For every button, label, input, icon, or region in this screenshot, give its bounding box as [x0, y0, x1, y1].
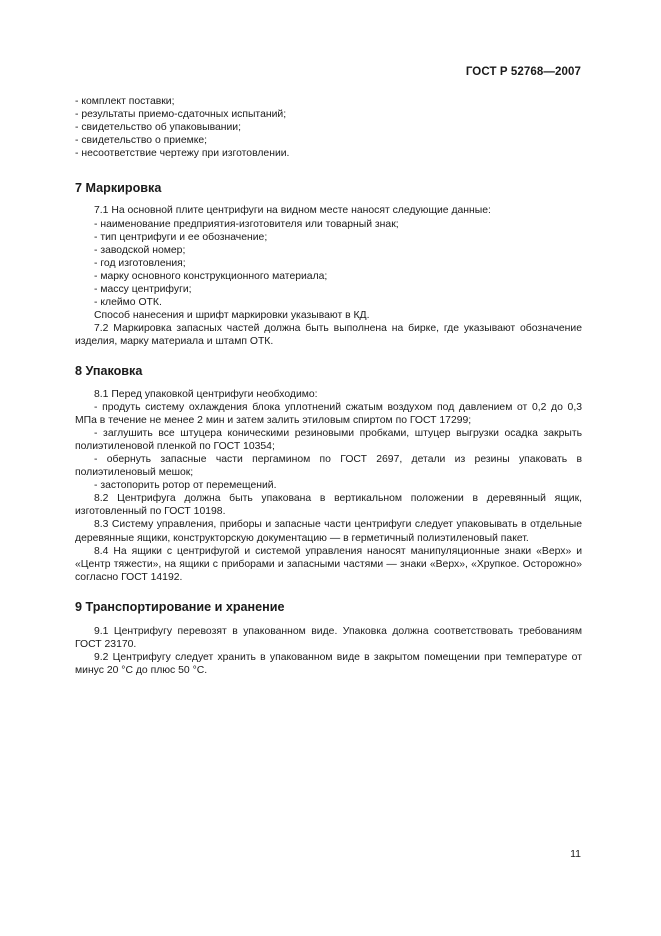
list-item: - заводской номер; [94, 244, 186, 256]
list-item: - заглушить все штуцера коническими резиновыми пробками, штуцер выгрузки осадка закрыть полиэтиленовой пленкой по ГОСТ 10354; [75, 427, 582, 452]
list-item: - обернуть запасные части пергамином по ГОСТ 2697, детали из резины упаковать в полиэтиленовый мешок; [75, 453, 582, 479]
list-item: - свидетельство о приемке; [75, 135, 208, 147]
list-item: - комплект поставки; [75, 96, 175, 107]
list-item: - свидетельство об упаковывании; [75, 122, 242, 134]
list-item: - застопорить ротор от перемещений. [94, 480, 277, 492]
document-code: ГОСТ Р 52768—2007 [465, 66, 581, 78]
paragraph-7-2: 7.2 Маркировка запасных частей должна быть выполнена на бирке, где указывают обозначение изделия, марку материала и штамп ОТК. [75, 323, 582, 348]
page-content [75, 95, 582, 677]
paragraph-7-1: 7.1 На основной плите центрифуги на видном месте наносят следующие данные: [94, 205, 491, 217]
list-item: - наименование предприятия-изготовителя или товарный знак; [94, 218, 399, 230]
list-item: - результаты приемо-сдаточных испытаний; [75, 109, 287, 121]
paragraph-8-3: 8.3 Систему управления, приборы и запасные части центрифуги следует упаковывать в отдельные деревянные ящики, конструкторскую документацию — в герметичный полиэтиленовый пакет. [75, 519, 582, 544]
list-item: - тип центрифуги и ее обозначение; [94, 231, 268, 243]
list-item: - клеймо ОТК. [94, 297, 162, 309]
paragraph-8-4: 8.4 На ящики с центрифугой и системой управления наносят манипуляционные знаки «Верх» и «Центр тяжести», на ящики с приборами и запасными частями — знаки «Верх», «Хрупкое. Осторожно» согласно ГОСТ 14192. [75, 545, 582, 583]
section-9-body [75, 625, 582, 677]
page-number: 11 [570, 848, 581, 860]
paragraph-9-2: 9.2 Центрифугу следует хранить в упакованном виде в закрытом помещении при температуре от минус 20 °С до плюс 50 °С. [75, 652, 582, 677]
paragraph-8-1: 8.1 Перед упаковкой центрифуги необходимо: [94, 388, 318, 400]
paragraph-7-method: Способ нанесения и шрифт маркировки указывают в КД. [94, 310, 370, 322]
section-8-heading: 8 Упаковка [75, 363, 143, 378]
delivery-documents-list [75, 95, 582, 160]
section-8-body [75, 388, 582, 584]
section-7-body [75, 204, 582, 348]
list-item: - продуть систему охлаждения блока уплотнений сжатым воздухом под давлением от 0,2 до 0,3 МПа в течение не менее 2 мин и затем залить этиловым спиртом по ГОСТ 17299; [75, 401, 582, 426]
paragraph-8-2: 8.2 Центрифуга должна быть упакована в вертикальном положении в деревянный ящик, изготовленный по ГОСТ 10198. [75, 493, 582, 518]
section-7-heading: 7 Маркировка [75, 181, 162, 196]
list-item: - несоответствие чертежу при изготовлении. [75, 148, 290, 160]
list-item: - марку основного конструкционного материала; [94, 270, 328, 282]
list-item: - год изготовления; [94, 257, 186, 269]
section-9-heading: 9 Транспортирование и хранение [75, 599, 285, 614]
paragraph-9-1: 9.1 Центрифугу перевозят в упакованном виде. Упаковка должна соответствовать требованиям ГОСТ 23170. [75, 625, 582, 650]
list-item: - массу центрифуги; [94, 284, 192, 296]
